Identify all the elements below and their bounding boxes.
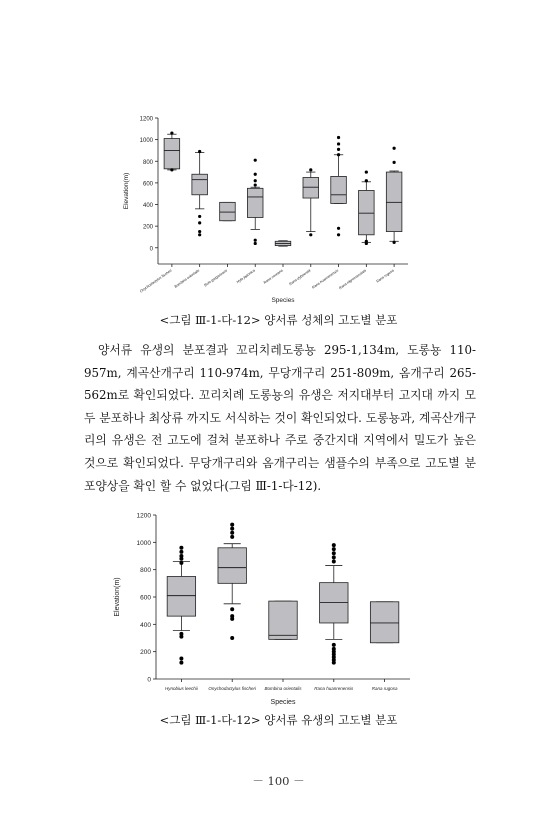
y-tick-label: 0 bbox=[147, 676, 151, 684]
outlier-point bbox=[254, 179, 257, 182]
outlier-point bbox=[230, 531, 234, 535]
chart-larva-svg bbox=[0, 505, 557, 710]
figure-caption-adult: <그림 Ⅲ-1-다-12> 양서류 성체의 고도별 분포 bbox=[159, 313, 398, 327]
y-tick-label: 1200 bbox=[136, 512, 151, 520]
outlier-point bbox=[179, 546, 183, 550]
page-number: － 100 － bbox=[252, 774, 305, 788]
outlier-point bbox=[170, 132, 173, 135]
y-tick-label: 200 bbox=[142, 224, 153, 231]
outlier-point bbox=[198, 233, 201, 236]
figure-caption-larva: <그림 Ⅲ-1-다-12> 양서류 유생의 고도별 분포 bbox=[159, 713, 398, 727]
x-axis-label: Species bbox=[271, 297, 295, 304]
outlier-point bbox=[332, 555, 336, 559]
outlier-point bbox=[254, 159, 257, 162]
outlier-point bbox=[198, 230, 201, 233]
outlier-point bbox=[179, 657, 183, 661]
category-label: Hyla japonica bbox=[235, 268, 256, 285]
outlier-point bbox=[365, 242, 368, 245]
outlier-point bbox=[179, 661, 183, 665]
box-iqr bbox=[269, 601, 297, 639]
outlier-point bbox=[332, 559, 336, 563]
y-tick-label: 800 bbox=[140, 567, 151, 575]
y-axis-label: Elevation(m) bbox=[114, 577, 121, 617]
box-iqr bbox=[220, 202, 236, 220]
category-label: Bufo gargarizans bbox=[203, 268, 229, 288]
outlier-point bbox=[198, 150, 201, 153]
outlier-point bbox=[230, 636, 234, 640]
outlier-point bbox=[332, 547, 336, 551]
box-iqr bbox=[370, 602, 398, 643]
outlier-point bbox=[309, 168, 312, 171]
outlier-point bbox=[365, 179, 368, 182]
y-tick-label: 1200 bbox=[139, 116, 153, 123]
category-label: Onychodactylus fischeri bbox=[139, 268, 173, 294]
category-label: Rana dybowskii bbox=[288, 268, 312, 287]
box-iqr bbox=[192, 174, 208, 195]
outlier-point bbox=[179, 550, 183, 554]
category-label: Rana coreana bbox=[262, 268, 284, 285]
body-paragraph bbox=[84, 339, 476, 497]
category-label: Rana huanrenensis bbox=[314, 686, 354, 691]
outlier-point bbox=[254, 173, 257, 176]
outlier-point bbox=[337, 136, 340, 139]
y-tick-label: 200 bbox=[140, 649, 151, 657]
outlier-point bbox=[198, 215, 201, 218]
outlier-point bbox=[365, 170, 368, 173]
outlier-point bbox=[179, 557, 183, 561]
category-label: Hynobius leechii bbox=[165, 686, 198, 691]
outlier-point bbox=[337, 153, 340, 156]
category-label: Rana rugosa bbox=[375, 268, 395, 284]
box-iqr bbox=[359, 190, 375, 234]
category-label: Rana rugosa bbox=[371, 686, 398, 691]
outlier-point bbox=[393, 147, 396, 150]
outlier-point bbox=[230, 617, 234, 621]
outlier-point bbox=[393, 161, 396, 164]
y-tick-label: 400 bbox=[140, 621, 151, 629]
x-axis-label: Species bbox=[270, 699, 296, 706]
category-label: Onychodactylus fischeri bbox=[208, 686, 256, 691]
box-iqr bbox=[331, 176, 347, 203]
chart-adult-elevation bbox=[0, 108, 557, 308]
body-paragraph-text: 양서류 유생의 분포결과 꼬리치레도롱뇽 295-1,134m, 도롱뇽 110-957m, 계곡산개구리 110-974m, 무당개구리 251-809m, 옴개구리 265-562m로 확인되었다. 꼬리치례 도롱뇽의 유생은 저지대부터 고지대 까지 모두 분포하나 최상류 까지도 서식하는 것이 확인되었다. 도롱뇽과, 계곡산개구리의 유생은 전 고도에 걸쳐 분포하나 주로 중간지대 지역에서 밀도가 높은 것으로 확인되었다. 무당개구리와 옴개구리는 샘플수의 부족으로 고도별 분포양상을 확인 할 수 없었다(그림 Ⅲ-1-다-12). bbox=[84, 343, 476, 493]
box-iqr bbox=[167, 577, 195, 617]
outlier-point bbox=[332, 543, 336, 547]
box-iqr bbox=[386, 172, 402, 231]
outlier-point bbox=[179, 635, 183, 639]
y-tick-label: 800 bbox=[142, 159, 153, 166]
chart-adult-svg bbox=[0, 108, 557, 308]
y-axis-label: Elevation(m) bbox=[123, 172, 130, 210]
outlier-point bbox=[332, 551, 336, 555]
y-tick-label: 1000 bbox=[139, 138, 153, 145]
outlier-point bbox=[179, 561, 183, 565]
outlier-point bbox=[337, 142, 340, 145]
box-iqr bbox=[303, 177, 319, 198]
outlier-point bbox=[230, 523, 234, 527]
y-tick-label: 1000 bbox=[136, 539, 151, 547]
y-tick-label: 600 bbox=[140, 594, 151, 602]
chart-larva-elevation bbox=[0, 505, 557, 710]
category-label: Rana huanrenensis bbox=[311, 268, 340, 290]
outlier-point bbox=[309, 233, 312, 236]
outlier-point bbox=[230, 527, 234, 531]
outlier-point bbox=[393, 241, 396, 244]
outlier-point bbox=[332, 643, 336, 647]
category-label: Rana nigromaculata bbox=[338, 268, 367, 291]
outlier-point bbox=[254, 242, 257, 245]
box-iqr bbox=[164, 139, 180, 169]
y-tick-label: 600 bbox=[142, 181, 153, 188]
category-label: Bombina orientalis bbox=[173, 268, 201, 289]
box-iqr bbox=[218, 548, 246, 584]
outlier-point bbox=[254, 183, 257, 186]
outlier-point bbox=[170, 168, 173, 171]
outlier-point bbox=[254, 239, 257, 242]
outlier-point bbox=[337, 227, 340, 230]
outlier-point bbox=[337, 233, 340, 236]
y-tick-label: 400 bbox=[142, 203, 153, 210]
outlier-point bbox=[230, 535, 234, 539]
outlier-point bbox=[198, 221, 201, 224]
outlier-point bbox=[230, 607, 234, 611]
box-iqr bbox=[247, 188, 263, 217]
outlier-point bbox=[332, 661, 336, 665]
y-tick-label: 0 bbox=[149, 246, 153, 253]
outlier-point bbox=[337, 148, 340, 151]
category-label: Bombina orientalis bbox=[264, 686, 302, 691]
